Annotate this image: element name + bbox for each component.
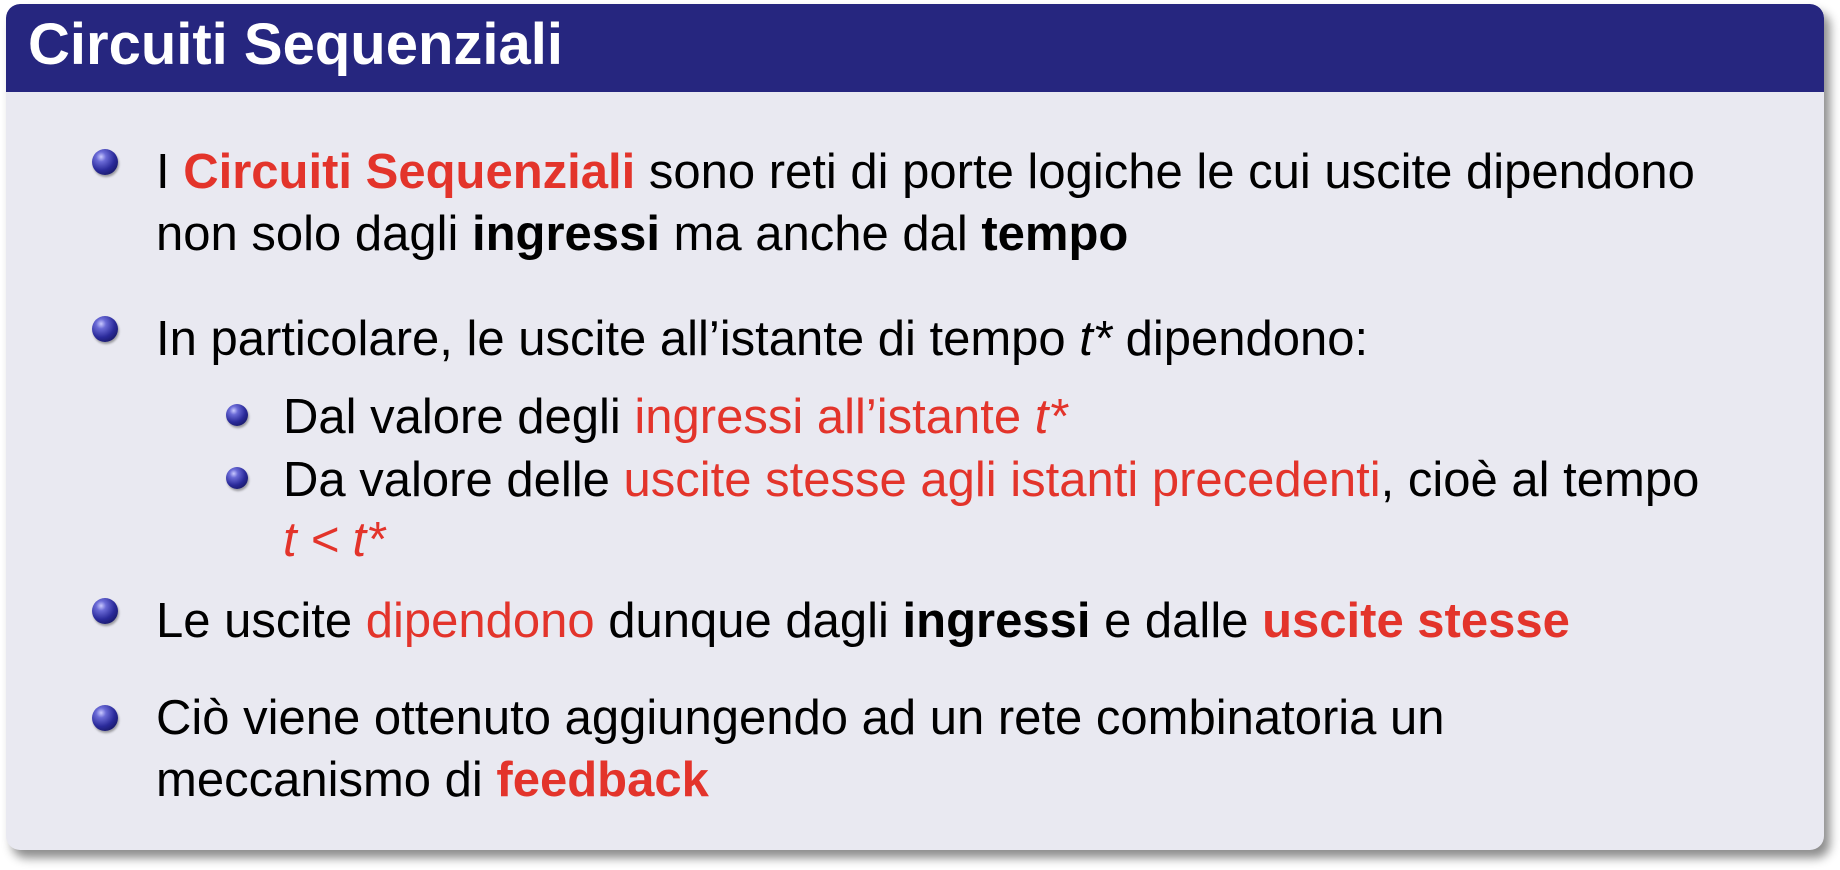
text-run: , cioè al tempo (1380, 453, 1700, 507)
text-run: meccanismo di (156, 753, 497, 807)
slide-content (6, 4, 1824, 850)
math-term: t < t* (283, 513, 386, 567)
text-run: Le uscite (156, 594, 366, 648)
highlight-term: uscite stesse (1262, 594, 1570, 648)
sub-bullet-ball-icon (226, 467, 248, 489)
bold-term: ingressi (472, 207, 660, 261)
bullet-4-line-1: Ciò viene ottenuto aggiungendo ad un rete combinatoria un (156, 691, 1445, 745)
bullet-2-line-1 (156, 309, 1368, 369)
text-run: dipendono: (1111, 312, 1369, 366)
slide-frame (6, 4, 1824, 850)
bold-term: ingressi (902, 594, 1091, 648)
text-run: In particolare, le uscite all’istante di tempo (156, 312, 1080, 366)
text-run: non solo dagli (156, 207, 473, 261)
math-term: t* (1079, 312, 1112, 366)
bullet-1-line-1 (156, 142, 1695, 202)
bullet-3-line-1 (156, 591, 1570, 651)
text-run: I (156, 145, 184, 199)
bullet-ball-icon (92, 316, 118, 342)
bullet-ball-icon (92, 149, 118, 175)
bullet-ball-icon (92, 598, 118, 624)
sub-bullet-1-line (283, 387, 1067, 447)
bullet-4-line-2 (156, 750, 709, 810)
text-run: dunque dagli (594, 594, 903, 648)
math-term: t* (1034, 390, 1068, 444)
highlight-term: dipendono (365, 594, 595, 648)
highlight-term: uscite stesse agli istanti precedenti (623, 453, 1381, 507)
text-run: Dal valore degli (283, 390, 635, 444)
slide-title: Circuiti Sequenziali (28, 12, 563, 77)
highlight-term: feedback (496, 753, 709, 807)
sub-bullet-2-line-2 (283, 510, 385, 570)
text-run: Da valore delle (283, 453, 624, 507)
text-run: e dalle (1090, 594, 1263, 648)
text-run: ma anche dal (659, 207, 982, 261)
bold-term: tempo (981, 207, 1129, 261)
bullet-ball-icon (92, 705, 118, 731)
highlight-term: ingressi all’istante (634, 390, 1035, 444)
sub-bullet-2-line-1 (283, 450, 1699, 510)
highlight-term: Circuiti Sequenziali (183, 145, 636, 199)
sub-bullet-ball-icon (226, 404, 248, 426)
text-run: sono reti di porte logiche le cui uscite dipendono (635, 145, 1695, 199)
bullet-1-line-2 (156, 204, 1128, 264)
